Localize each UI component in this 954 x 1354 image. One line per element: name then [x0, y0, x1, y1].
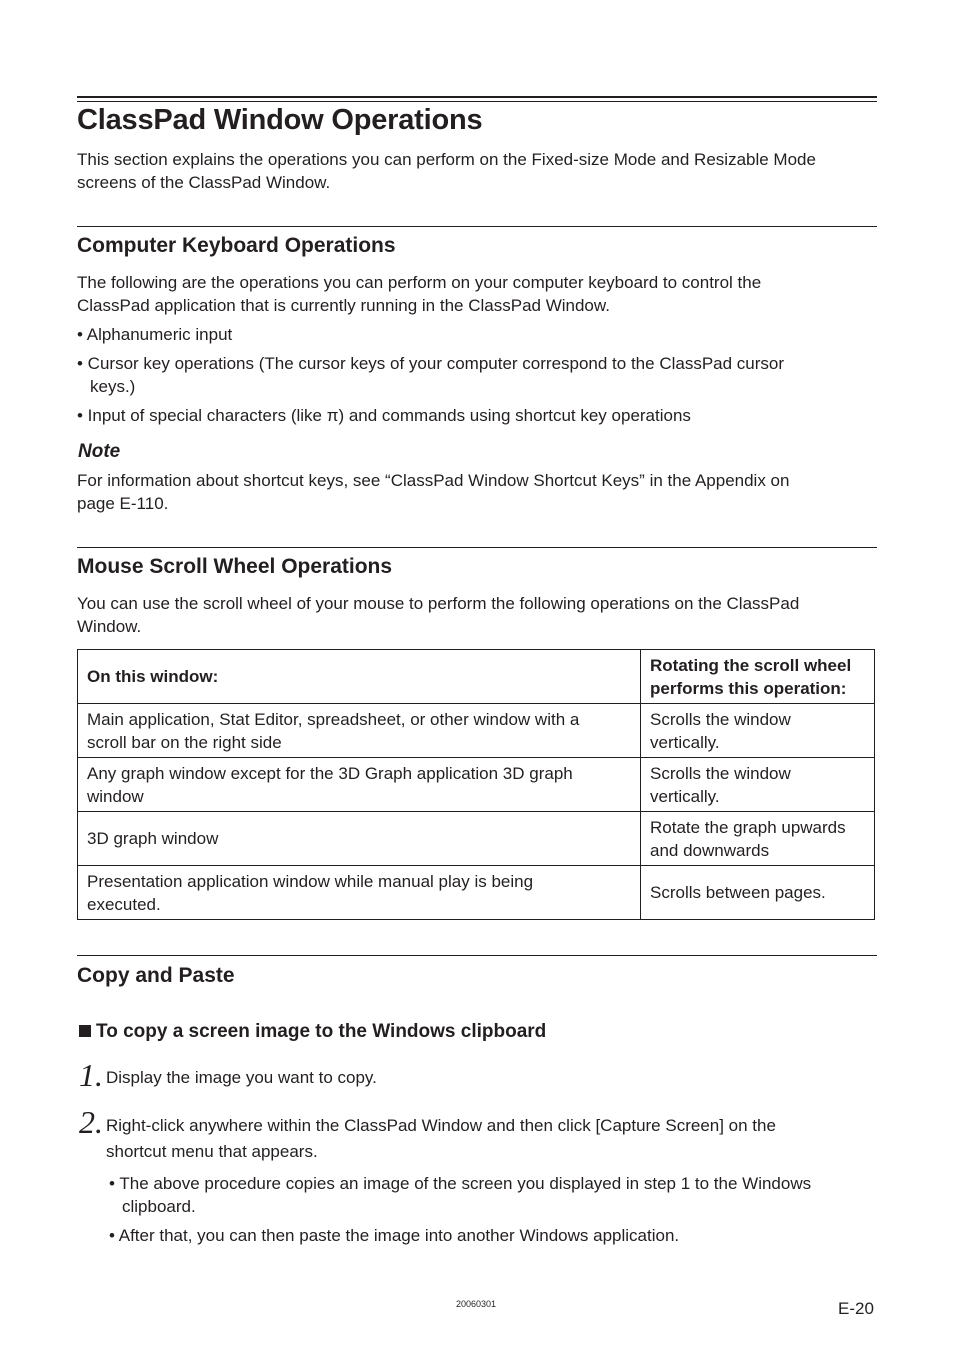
list-item: • Alphanumeric input — [77, 325, 233, 344]
heading-keyboard: Computer Keyboard Operations — [77, 234, 396, 257]
step-text: Right-click anywhere within the ClassPad Window and then click [Capture Screen] on the shortcut menu that appears. — [106, 1116, 776, 1161]
list-item: • The above procedure copies an image of the screen you displayed in step 1 to the Windows clipboard. — [109, 1174, 812, 1216]
list-item: • After that, you can then paste the image into another Windows application. — [109, 1226, 680, 1245]
heading-mouse: Mouse Scroll Wheel Operations — [77, 555, 393, 578]
section-rule-mouse — [77, 547, 877, 548]
copy-bullet-list — [109, 1172, 899, 1247]
page-title: ClassPad Window Operations — [77, 104, 483, 136]
keyboard-intro: The following are the operations you can perform on your computer keyboard to control the ClassPad application that is currently running in the ClassPad Window. — [77, 273, 762, 315]
mouse-intro: You can use the scroll wheel of your mouse to perform the following operations on the ClassPad Window. — [77, 594, 800, 636]
table-cell: Scrolls between pages. — [641, 866, 875, 920]
note-text: For information about shortcut keys, see “ClassPad Window Shortcut Keys” in the Appendix on page E-110. — [77, 471, 790, 513]
table-row — [78, 758, 875, 812]
table-cell: Rotate the graph upwards and downwards — [641, 812, 875, 866]
note-label: Note — [78, 441, 121, 462]
table-cell: Any graph window except for the 3D Graph application 3D graph window — [78, 758, 641, 812]
print-code: 20060301 — [456, 1299, 497, 1309]
table-cell: Main application, Stat Editor, spreadsheet, or other window with a scroll bar on the right side — [78, 704, 641, 758]
copy-subheading: To copy a screen image to the Windows clipboard — [79, 1021, 546, 1043]
title-rule-bottom — [77, 101, 877, 102]
table-cell: Scrolls the window vertically. — [641, 704, 875, 758]
square-bullet-icon — [79, 1025, 91, 1037]
title-rule-top — [77, 96, 877, 98]
step-number: 2. — [79, 1104, 103, 1140]
table-row — [78, 812, 875, 866]
table-row — [78, 866, 875, 920]
scroll-wheel-table — [77, 649, 875, 920]
step-text: Display the image you want to copy. — [106, 1068, 377, 1087]
list-item: • Cursor key operations (The cursor keys of your computer correspond to the ClassPad cursor keys.) — [77, 354, 785, 396]
table-cell: Scrolls the window vertically. — [641, 758, 875, 812]
table-row — [78, 704, 875, 758]
step-number: 1. — [79, 1057, 103, 1093]
table-header-row — [78, 650, 875, 704]
section-rule-copy — [77, 955, 877, 956]
page-number: E-20 — [838, 1299, 874, 1318]
list-item: • Input of special characters (like π) and commands using shortcut key operations — [77, 406, 691, 425]
table-cell: 3D graph window — [78, 812, 641, 866]
intro-paragraph: This section explains the operations you can perform on the Fixed-size Mode and Resizable Mode screens of the ClassPad Window. — [77, 150, 816, 192]
keyboard-bullet-list — [77, 323, 897, 427]
table-header-window: On this window: — [78, 650, 641, 704]
table-header-operation: Rotating the scroll wheel performs this operation: — [641, 650, 875, 704]
heading-copy: Copy and Paste — [77, 964, 235, 987]
table-cell: Presentation application window while manual play is being executed. — [78, 866, 641, 920]
section-rule-keyboard — [77, 226, 877, 227]
